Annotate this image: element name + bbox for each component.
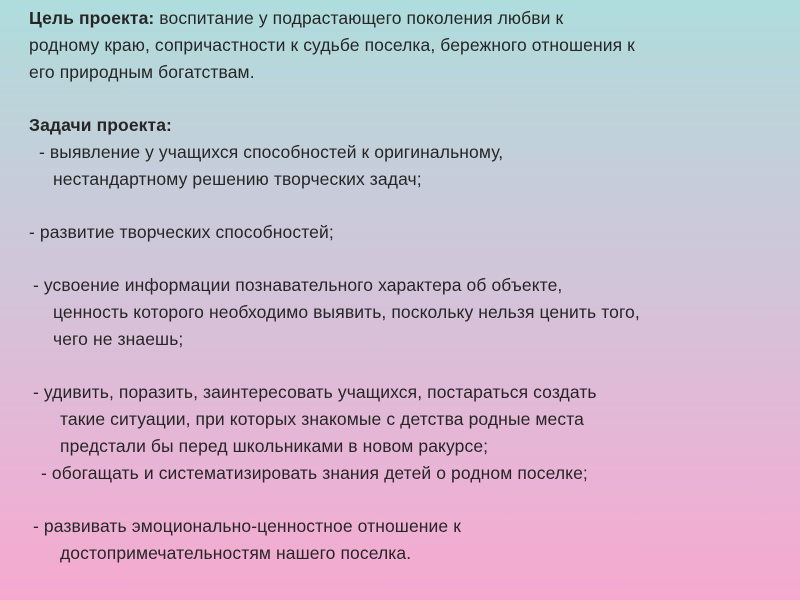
task-4-line-3: предстали бы перед школьниками в новом ракурсе; (60, 436, 489, 456)
task-4-line-1: - удивить, поразить, заинтересовать учащихся, постараться создать (33, 382, 597, 402)
task-5-line-1: - обогащать и систематизировать знания детей о родном поселке; (41, 463, 588, 483)
task-4-line-2: такие ситуации, при которых знакомые с детства родные места (60, 409, 584, 429)
task-3-line-3: чего не знаешь; (53, 329, 184, 349)
task-1-line-2: нестандартному решению творческих задач; (53, 169, 422, 189)
task-1-line-1: - выявление у учащихся способностей к оригинальному, (39, 142, 504, 162)
goal-line-3: его природным богатствам. (29, 62, 255, 82)
goal-label: Цель проекта: (29, 8, 155, 28)
tasks-heading: Задачи проекта: (29, 115, 172, 135)
task-3-line-2: ценность которого необходимо выявить, поскольку нельзя ценить того, (53, 302, 640, 322)
goal-text-1: воспитание у подрастающего поколения любви к (154, 8, 564, 28)
task-2-line-1: - развитие творческих способностей; (29, 222, 334, 242)
task-6-line-1: - развивать эмоционально-ценностное отношение к (33, 516, 461, 536)
task-6-line-2: достопримечательностям нашего поселка. (60, 543, 412, 563)
task-3-line-1: - усвоение информации познавательного характера об объекте, (33, 275, 563, 295)
goal-line-2: родному краю, сопричастности к судьбе поселка, бережного отношения к (29, 35, 635, 55)
goal-line-1 (29, 8, 563, 28)
